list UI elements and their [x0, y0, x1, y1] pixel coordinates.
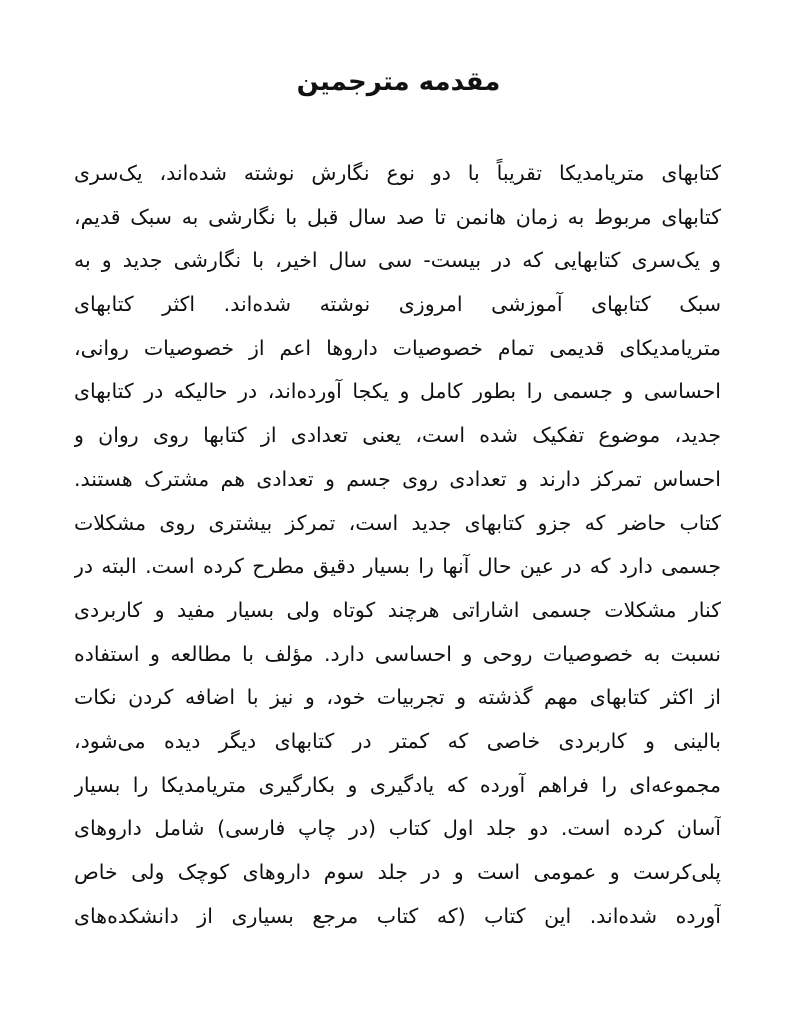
text-line: احساسی و جسمی را بطور کامل و یکجا آورده‌اند، در حالیکه در کتابهای	[74, 379, 721, 404]
text-line: پلی‌کرست و عمومی است و در جلد سوم داروهای کوچک ولی خاص	[74, 860, 721, 884]
text-line: جدید، موضوع تفکیک شده است، یعنی تعدادی از کتابها روی روان و	[74, 423, 721, 448]
text-line: آسان کرده است. دو جلد اول کتاب (در چاپ فارسی) شامل داروهای	[74, 816, 721, 841]
text-line: بالینی و کاربردی خاصی که کمتر در کتابهای دیگر دیده می‌شود،	[74, 728, 721, 753]
text-line: متریامدیکای قدیمی تمام خصوصیات داروها اعم از خصوصیات روانی،	[74, 335, 721, 360]
text-line: مجموعه‌ای را فراهم آورده که یادگیری و بکارگیری متریامدیکا را بسیار	[74, 772, 721, 797]
body-paragraph	[74, 152, 721, 938]
text-line: سبک کتابهای آموزشی امروزی نوشته شده‌اند. اکثر کتابهای	[74, 292, 721, 317]
text-line: جسمی دارد که در عین حال آنها را بسیار دقیق مطرح کرده است. البته در	[74, 554, 721, 579]
text-line: و یک‌سری کتابهایی که در بیست- سی سال اخیر، با نگارشی جدید و به	[74, 248, 721, 273]
text-line: از اکثر کتابهای مهم گذشته و تجربیات خود، و نیز با اضافه کردن نکات	[74, 685, 721, 710]
text-line: احساس تمرکز دارند و تعدادی روی جسم و تعدادی هم مشترک هستند.	[74, 466, 721, 491]
text-line: آورده شده‌اند. این کتاب (که کتاب مرجع بسیاری از دانشکده‌های	[74, 903, 721, 928]
text-line: کتابهای مربوط به زمان هانمن تا صد سال قبل با نگارشی به سبک قدیم،	[74, 204, 721, 229]
text-line: کتاب حاضر که جزو کتابهای جدید است، تمرکز بیشتری روی مشکلات	[74, 510, 721, 535]
page-title: مقدمه مترجمین	[296, 67, 501, 97]
text-line: کتابهای متریامدیکا تقریباً با دو نوع نگارش نوشته شده‌اند، یک‌سری	[74, 161, 721, 185]
text-line: کنار مشکلات جسمی اشاراتی هرچند کوتاه ولی بسیار مفید و کاربردی	[74, 597, 721, 622]
text-line: نسبت به خصوصیات روحی و احساسی دارد. مؤلف با مطالعه و استفاده	[74, 641, 721, 666]
